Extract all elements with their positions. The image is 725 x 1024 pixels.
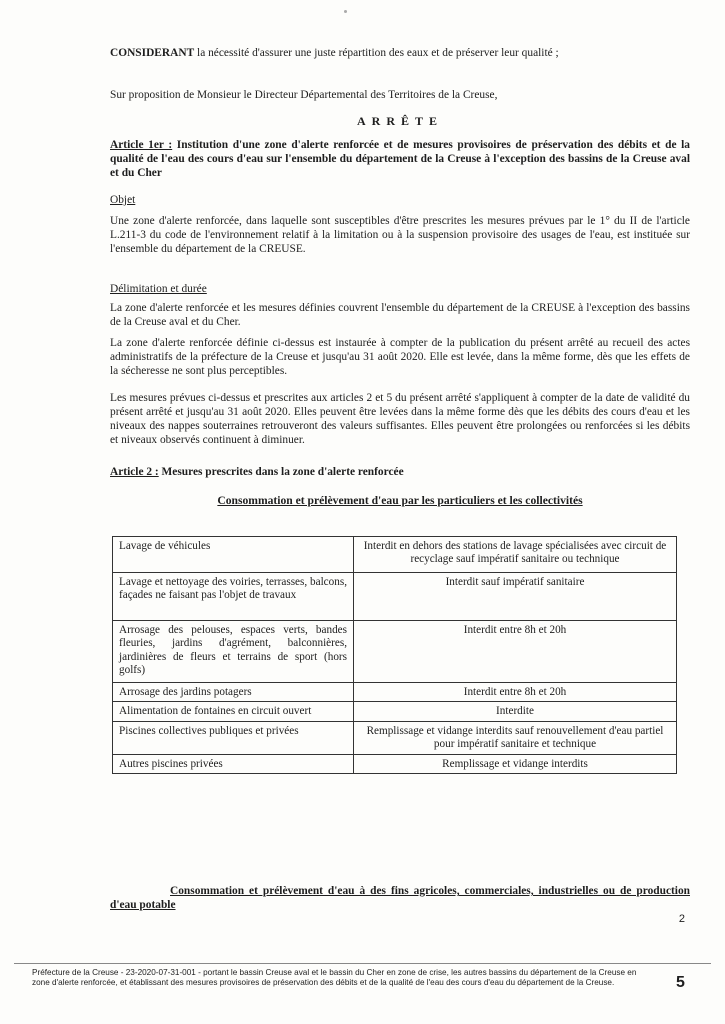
table-row xyxy=(113,702,677,721)
delimitation-paragraph-2: La zone d'alerte renforcée définie ci-dessus est instaurée à compter de la publication du présent arrêté au recueil des actes administratifs de la préfecture de la Creuse et jusqu'au 31 août 2020. Elle est levée, dans la même forme, dès que les effets de la sécheresse ne sont plus perceptibles. xyxy=(110,337,690,377)
measure-cell: Interdit entre 8h et 20h xyxy=(354,683,677,702)
article2-label: Article 2 : xyxy=(110,466,159,478)
article2-heading xyxy=(110,465,690,479)
objet-text: Une zone d'alerte renforcée, dans laquelle sont susceptibles d'être prescrites les mesures prévues par le 1° du II de l'article L.211-3 du code de l'environnement relatif à la limitation ou à la suspension provisoire des usages de l'eau, est instituée sur l'ensemble du département de la CREUSE. xyxy=(110,215,690,255)
delimitation-paragraph-1: La zone d'alerte renforcée et les mesures définies couvrent l'ensemble du département de la CREUSE à l'exception des bassins de la Creuse aval et du Cher. xyxy=(110,302,690,328)
usage-cell: Alimentation de fontaines en circuit ouvert xyxy=(113,702,354,721)
measure-cell: Interdit sauf impératif sanitaire xyxy=(354,573,677,621)
measure-cell: Remplissage et vidange interdits xyxy=(354,754,677,773)
table-row xyxy=(113,683,677,702)
usage-cell: Lavage de véhicules xyxy=(113,537,354,573)
table-row xyxy=(113,754,677,773)
measure-cell: Remplissage et vidange interdits sauf renouvellement d'eau partiel pour impératif sanitaire et technique xyxy=(354,721,677,754)
delimitation-paragraph-3: Les mesures prévues ci-dessus et prescrites aux articles 2 et 5 du présent arrêté s'appliquent à compter de la date de validité du présent arrêté et jusqu'au 31 août 2020. Elles peuvent être levées dans la même forme dès que les débits des cours d'eau et les niveaux des nappes souterraines retrouveront des valeurs suffisantes. Elles peuvent être prolongées ou renforcées si les débits et niveaux observés continuent à diminuer. xyxy=(110,392,690,446)
measure-cell: Interdite xyxy=(354,702,677,721)
article1-label: Article 1er : xyxy=(110,139,173,151)
considerant-paragraph xyxy=(110,46,690,60)
measures-table xyxy=(112,536,677,774)
measure-cell: Interdit entre 8h et 20h xyxy=(354,621,677,683)
usage-cell: Piscines collectives publiques et privées xyxy=(113,721,354,754)
footer-divider xyxy=(14,963,711,964)
table-row xyxy=(113,537,677,573)
arrete-title: ARRÊTE xyxy=(356,114,443,128)
table-row xyxy=(113,573,677,621)
measure-cell: Interdit en dehors des stations de lavage spécialisées avec circuit de recyclage sauf impératif sanitaire ou technique xyxy=(354,537,677,573)
delimitation-heading: Délimitation et durée xyxy=(110,283,207,295)
article1-heading xyxy=(110,138,690,180)
proposition-paragraph: Sur proposition de Monsieur le Directeur Départemental des Territoires de la Creuse, xyxy=(110,89,498,101)
considerant-text: la nécessité d'assurer une juste répartition des eaux et de préserver leur qualité ; xyxy=(194,47,559,59)
article2-title: Mesures prescrites dans la zone d'alerte renforcée xyxy=(158,466,404,478)
footer-text: Préfecture de la Creuse - 23-2020-07-31-001 - portant le bassin Creuse aval et le bassin du Cher en zone de crise, les autres bassins du département de la Creuse en zone d'alerte renforcée, et établissant des mesures provisoires de préservation des débits et de la qualité de l'eau des cours d'eau du département de la Creuse. xyxy=(32,968,637,987)
section-agricoles-heading: Consommation et prélèvement d'eau à des fins agricoles, commerciales, industrielles ou de production d'eau potable xyxy=(110,885,690,911)
scan-speck xyxy=(344,10,347,13)
footer-page-number: 5 xyxy=(676,974,685,991)
inner-page-number: 2 xyxy=(678,913,685,925)
usage-cell: Lavage et nettoyage des voiries, terrasses, balcons, façades ne faisant pas l'objet de travaux xyxy=(113,573,354,621)
table-row xyxy=(113,621,677,683)
objet-heading: Objet xyxy=(110,194,136,206)
usage-cell: Arrosage des pelouses, espaces verts, bandes fleuries, jardins d'agrément, balconnières, jardinières de fleurs et terrains de sport (hors golfs) xyxy=(113,621,354,683)
section-particuliers-heading: Consommation et prélèvement d'eau par les particuliers et les collectivités xyxy=(217,494,583,507)
article1-title: Institution d'une zone d'alerte renforcée et de mesures provisoires de préservation des débits et de la qualité de l'eau des cours d'eau sur l'ensemble du département de la Creuse à l'exception des bassins de la Creuse aval et du Cher xyxy=(110,139,690,179)
considerant-keyword: CONSIDERANT xyxy=(110,47,195,59)
usage-cell: Autres piscines privées xyxy=(113,754,354,773)
usage-cell: Arrosage des jardins potagers xyxy=(113,683,354,702)
table-row xyxy=(113,721,677,754)
